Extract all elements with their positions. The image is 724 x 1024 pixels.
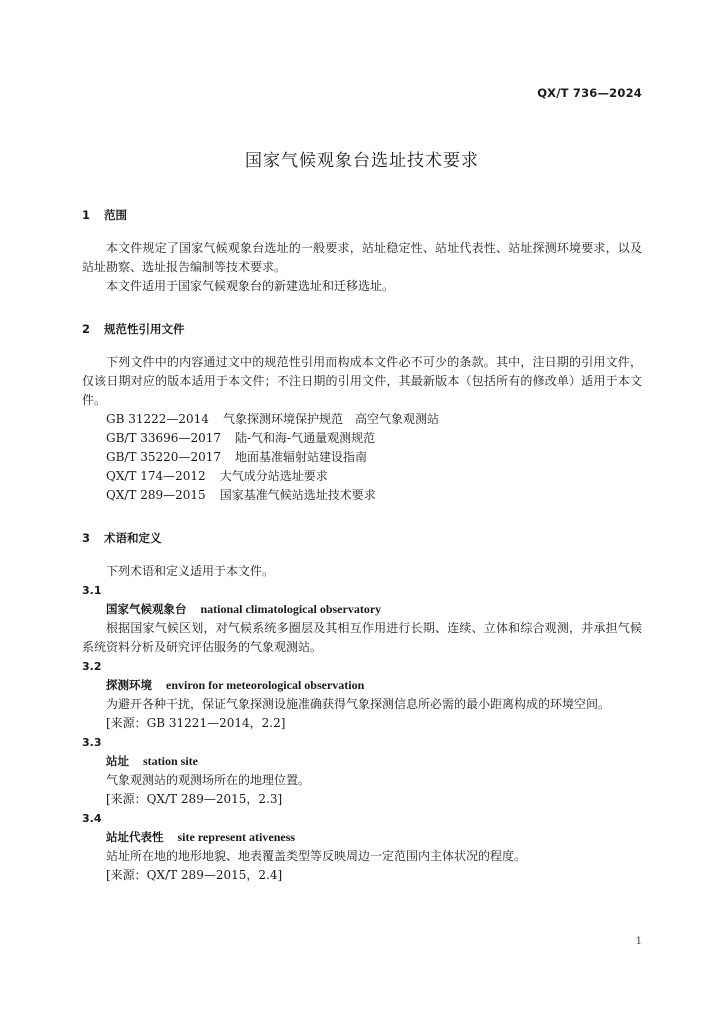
reference-item bbox=[82, 467, 642, 486]
term-name-en: national climatological observatory bbox=[200, 602, 382, 616]
section-title: 规范性引用文件 bbox=[104, 322, 185, 336]
section-number: 1 bbox=[82, 208, 91, 222]
term-name-en: environ for meteorological observation bbox=[166, 678, 365, 692]
reference-title: 陆-气和海-气通量观测规范 bbox=[234, 431, 376, 445]
term-name bbox=[82, 600, 642, 619]
reference-code: QX/T 289—2015 bbox=[106, 488, 206, 502]
references-intro: 下列文件中的内容通过文中的规范性引用而构成本文件必不可少的条款。其中，注日期的引用文件，仅该日期对应的版本适用于本文件；不注日期的引用文件，其最新版本（包括所有的修改单）适用于本文件。 bbox=[82, 355, 642, 407]
term-definition: 气象观测站的观测场所在的地理位置。 bbox=[106, 773, 311, 787]
term-number: 3.2 bbox=[82, 660, 102, 673]
section-heading-terms-definitions bbox=[82, 529, 642, 548]
term-source: [来源：QX/T 289—2015，2.3] bbox=[106, 792, 283, 806]
term-name-zh: 站址代表性 bbox=[106, 830, 164, 844]
reference-title: 地面基准辐射站建设指南 bbox=[234, 450, 367, 464]
term-name-zh: 国家气候观象台 bbox=[106, 602, 187, 616]
term-number: 3.4 bbox=[82, 812, 102, 825]
section-heading-scope bbox=[82, 206, 642, 225]
reference-code: GB/T 33696—2017 bbox=[106, 431, 221, 445]
reference-item bbox=[82, 448, 642, 467]
term-name-zh: 站址 bbox=[106, 754, 129, 768]
reference-title: 大气成分站选址要求 bbox=[219, 469, 328, 483]
reference-item bbox=[82, 410, 642, 429]
term-name-zh: 探测环境 bbox=[106, 678, 152, 692]
reference-title: 国家基准气候站选址技术要求 bbox=[219, 488, 376, 502]
term-source: [来源：QX/T 289—2015，2.4] bbox=[106, 868, 283, 882]
section-heading-normative-references bbox=[82, 320, 642, 339]
page-number: 1 bbox=[635, 936, 642, 947]
reference-title: 气象探测环境保护规范 高空气象观测站 bbox=[222, 412, 439, 426]
term-source: [来源：GB 31221—2014，2.2] bbox=[106, 716, 286, 730]
section-title: 术语和定义 bbox=[104, 531, 162, 545]
terms-intro: 下列术语和定义适用于本文件。 bbox=[106, 564, 275, 578]
term-name bbox=[82, 828, 642, 847]
section-number: 2 bbox=[82, 322, 91, 336]
term-definition: 根据国家气候区划，对气候系统多圈层及其相互作用进行长期、连续、立体和综合观测，并承担气候系统资料分析及研究评估服务的气象观测站。 bbox=[82, 621, 642, 654]
standard-code: QX/T 736—2024 bbox=[537, 86, 642, 100]
term-number: 3.3 bbox=[82, 736, 102, 749]
term-definition: 为避开各种干扰，保证气象探测设施准确获得气象探测信息所必需的最小距离构成的环境空间。 bbox=[106, 697, 611, 711]
term-name-en: station site bbox=[143, 754, 198, 768]
document-title: 国家气候观象台选址技术要求 bbox=[245, 151, 479, 171]
reference-code: GB 31222—2014 bbox=[106, 412, 209, 426]
reference-code: GB/T 35220—2017 bbox=[106, 450, 221, 464]
reference-code: QX/T 174—2012 bbox=[106, 469, 206, 483]
term-name-en: site represent ativeness bbox=[177, 830, 296, 844]
term-name bbox=[82, 752, 642, 771]
scope-paragraph: 本文件规定了国家气候观象台选址的一般要求，站址稳定性、站址代表性、站址探测环境要求，以及站址勘察、选址报告编制等技术要求。 bbox=[82, 241, 642, 274]
document-body bbox=[82, 200, 642, 885]
term-name bbox=[82, 676, 642, 695]
scope-paragraph: 本文件适用于国家气候观象台的新建选址和迁移选址。 bbox=[106, 279, 395, 293]
term-number: 3.1 bbox=[82, 584, 102, 597]
reference-item bbox=[82, 429, 642, 448]
section-title: 范围 bbox=[104, 208, 127, 222]
term-definition: 站址所在地的地形地貌、地表覆盖类型等反映周边一定范围内主体状况的程度。 bbox=[106, 849, 527, 863]
reference-item bbox=[82, 486, 642, 505]
section-number: 3 bbox=[82, 531, 91, 545]
